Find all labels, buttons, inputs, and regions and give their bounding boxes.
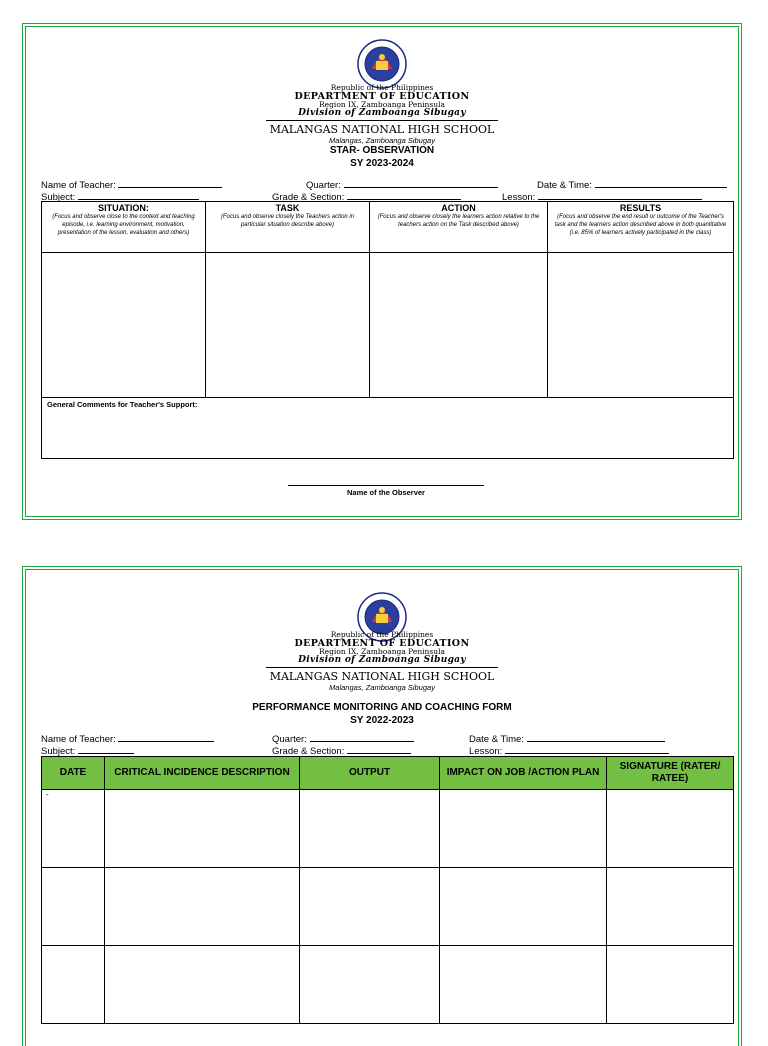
subject-blank[interactable]: [78, 744, 134, 754]
letterhead-divider: [266, 667, 498, 668]
action-header: [370, 202, 548, 253]
results-note: (Focus and observe the end result or outcome of the Teacher's task and the learners action described above in both quantitative (i.e. 85% of learners actively participated in the class): [554, 214, 727, 236]
letterhead-divider: [266, 120, 498, 121]
action-cell[interactable]: [370, 253, 548, 398]
output-cell[interactable]: [300, 790, 440, 868]
division-text: Division of Zamboanga Sibugay: [298, 108, 466, 118]
grade-section-label: Grade & Section:: [272, 192, 345, 203]
teacher-name-blank[interactable]: [118, 732, 214, 742]
comments-row: [42, 398, 734, 459]
situation-header: [42, 202, 206, 253]
subject-label: Subject:: [41, 746, 76, 757]
action-title: ACTION: [441, 203, 476, 213]
quarter-label: Quarter:: [306, 180, 341, 191]
quarter-label: Quarter:: [272, 734, 307, 745]
observer-signature-line[interactable]: [288, 485, 484, 486]
impact-header: IMPACT ON JOB /ACTION PLAN: [440, 757, 607, 790]
situation-cell[interactable]: [42, 253, 206, 398]
coaching-form: [22, 566, 742, 1046]
school-name: MALANGAS NATIONAL HIGH SCHOOL: [269, 670, 495, 683]
star-observation-table: [41, 201, 734, 459]
results-title: RESULTS: [619, 203, 662, 213]
task-note: (Focus and observe closely the Teachers action in particular situation describe above): [220, 214, 355, 228]
results-cell[interactable]: [548, 253, 734, 398]
quarter-blank[interactable]: [344, 178, 498, 188]
situation-note: (Focus and observe close to the context and teaching episode, i.e. learning environment, motivation, presentation of the lesson, evaluation and others): [52, 214, 195, 236]
signature-cell[interactable]: [607, 868, 734, 946]
republic-text: Republic of the Philippines: [330, 630, 434, 639]
letterhead: [26, 84, 738, 145]
general-comments-cell[interactable]: [42, 398, 734, 459]
lesson-label: Lesson:: [502, 192, 536, 203]
general-comments-label: General Comments for Teacher's Support:: [47, 400, 198, 409]
output-cell[interactable]: [300, 946, 440, 1024]
subject-label: Subject:: [41, 192, 76, 203]
signature-cell[interactable]: [607, 790, 734, 868]
situation-title: SITUATION:: [98, 203, 149, 213]
table-row: [42, 868, 734, 946]
impact-cell[interactable]: [440, 946, 607, 1024]
impact-cell[interactable]: [440, 868, 607, 946]
table-row: [42, 790, 734, 868]
table-row: [42, 946, 734, 1024]
observer-name-label: Name of the Observer: [347, 488, 425, 497]
output-header: OUTPUT: [300, 757, 440, 790]
action-note: (Focus and observe closely the learners action relative to the teachers action on the Task described above): [377, 214, 540, 228]
department-text: DEPARTMENT OF EDUCATION: [294, 91, 470, 102]
signature-header: SIGNATURE (RATER/ RATEE): [607, 757, 734, 790]
deped-seal-icon: [357, 39, 407, 89]
output-cell[interactable]: [300, 868, 440, 946]
table-header-row: [42, 757, 734, 790]
description-cell[interactable]: [105, 790, 300, 868]
form-title-line1: PERFORMANCE MONITORING AND COACHING FORM: [252, 702, 512, 713]
region-text: Region IX, Zamboanga Peninsula: [319, 647, 445, 656]
lesson-blank[interactable]: [505, 744, 669, 754]
datetime-blank[interactable]: [595, 178, 727, 188]
signature-cell[interactable]: [607, 946, 734, 1024]
datetime-label: Date & Time:: [537, 180, 592, 191]
lesson-blank[interactable]: [538, 190, 702, 200]
division-text: Division of Zamboanga Sibugay: [298, 655, 466, 665]
teacher-name-label: Name of Teacher:: [41, 180, 116, 191]
school-address: Malangas, Zamboanga Sibugay: [329, 683, 435, 692]
description-cell[interactable]: [105, 868, 300, 946]
form-title-line2: SY 2023-2024: [350, 158, 414, 169]
critical-incidence-header: CRITICAL INCIDENCE DESCRIPTION: [105, 757, 300, 790]
grade-section-label: Grade & Section:: [272, 746, 345, 757]
department-text: DEPARTMENT OF EDUCATION: [294, 638, 470, 649]
quarter-blank[interactable]: [310, 732, 414, 742]
task-cell[interactable]: [206, 253, 370, 398]
description-cell[interactable]: [105, 946, 300, 1024]
star-observation-form: [22, 23, 742, 520]
datetime-label: Date & Time:: [469, 734, 524, 745]
form-title: [26, 701, 738, 727]
date-cell[interactable]: [42, 790, 105, 868]
grade-section-blank[interactable]: [347, 744, 411, 754]
letterhead: [26, 631, 738, 692]
cell-mark: -: [46, 790, 49, 799]
coaching-table: [41, 756, 734, 1024]
date-header: DATE: [42, 757, 105, 790]
form-title-line2: SY 2022-2023: [350, 715, 414, 726]
form-title: [26, 144, 738, 170]
school-name: MALANGAS NATIONAL HIGH SCHOOL: [269, 123, 495, 136]
table-row: [42, 253, 734, 398]
table-header-row: [42, 202, 734, 253]
subject-blank[interactable]: [78, 190, 199, 200]
results-header: [548, 202, 734, 253]
form-title-line1: STAR- OBSERVATION: [329, 145, 435, 156]
teacher-name-label: Name of Teacher:: [41, 734, 116, 745]
lesson-label: Lesson:: [469, 746, 503, 757]
date-cell[interactable]: [42, 868, 105, 946]
region-text: Region IX, Zamboanga Peninsula: [319, 100, 445, 109]
impact-cell[interactable]: [440, 790, 607, 868]
date-cell[interactable]: [42, 946, 105, 1024]
datetime-blank[interactable]: [527, 732, 665, 742]
task-header: [206, 202, 370, 253]
school-address: Malangas, Zamboanga Sibugay: [329, 136, 435, 145]
grade-section-blank[interactable]: [347, 190, 461, 200]
teacher-name-blank[interactable]: [118, 178, 222, 188]
task-title: TASK: [275, 203, 300, 213]
republic-text: Republic of the Philippines: [330, 83, 434, 92]
